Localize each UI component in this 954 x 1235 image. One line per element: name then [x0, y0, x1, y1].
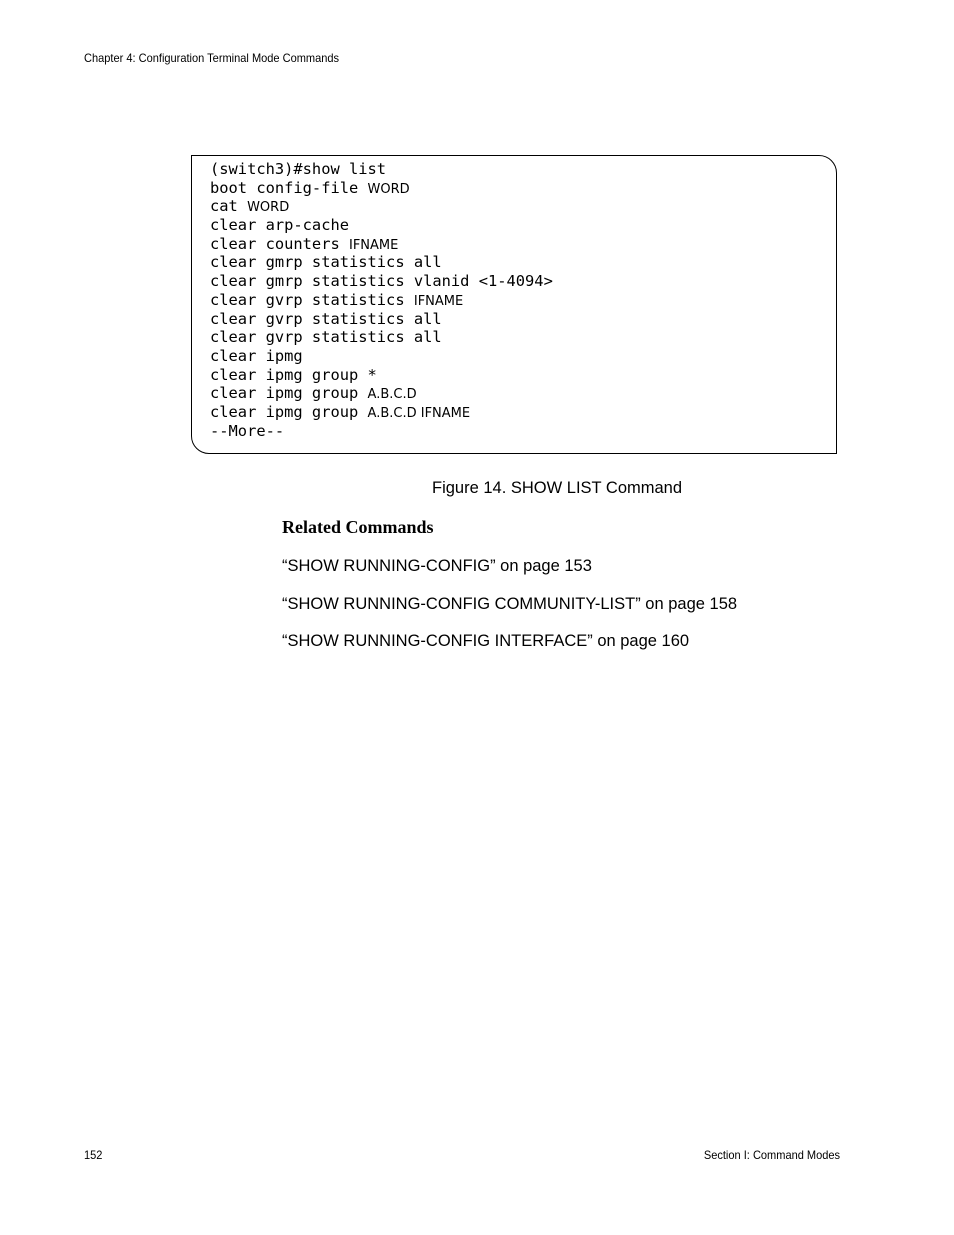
terminal-output-lines — [210, 160, 553, 440]
terminal-line — [210, 235, 553, 254]
terminal-line — [210, 328, 553, 347]
terminal-line — [210, 403, 553, 422]
terminal-command-text: clear ipmg group — [210, 402, 368, 421]
terminal-command-text: boot config-file — [210, 178, 368, 197]
terminal-line — [210, 422, 553, 441]
terminal-line — [210, 310, 553, 329]
terminal-argument-text: IFNAME — [349, 237, 399, 253]
terminal-command-text: clear gvrp statistics — [210, 290, 414, 309]
related-link-show-running-config[interactable]: “SHOW RUNNING-CONFIG” on page 153 — [282, 557, 592, 575]
terminal-line — [210, 272, 553, 291]
page-number: 152 — [84, 1148, 103, 1162]
terminal-command-text: --More-- — [210, 421, 285, 440]
terminal-command-text: cat — [210, 197, 248, 216]
terminal-line — [210, 366, 553, 385]
terminal-argument-text: A.B.C.D — [367, 387, 417, 403]
terminal-argument-text: A.B.C.D IFNAME — [367, 405, 471, 421]
terminal-line — [210, 253, 553, 272]
terminal-command-text: clear gvrp statistics all — [210, 328, 442, 347]
terminal-command-text: clear arp-cache — [210, 216, 349, 235]
terminal-argument-text: WORD — [367, 181, 410, 197]
terminal-line — [210, 197, 553, 216]
terminal-command-text: clear gmrp statistics vlanid <1-4094> — [210, 272, 553, 291]
terminal-command-text: clear counters — [210, 234, 349, 253]
terminal-command-text: clear ipmg group * — [210, 365, 377, 384]
terminal-line — [210, 347, 553, 366]
related-commands-heading: Related Commands — [282, 517, 434, 537]
figure-caption: Figure 14. SHOW LIST Command — [432, 479, 683, 497]
terminal-command-text: clear ipmg group — [210, 384, 368, 403]
running-header: Chapter 4: Configuration Terminal Mode Commands — [84, 51, 340, 65]
terminal-line — [210, 291, 553, 310]
terminal-argument-text: IFNAME — [413, 293, 464, 309]
terminal-command-text: clear ipmg — [210, 346, 303, 365]
terminal-line — [210, 160, 553, 179]
related-link-show-running-config-interface[interactable]: “SHOW RUNNING-CONFIG INTERFACE” on page 160 — [282, 632, 690, 650]
related-link-show-running-config-community-list[interactable]: “SHOW RUNNING-CONFIG COMMUNITY-LIST” on page 158 — [282, 595, 738, 613]
terminal-line — [210, 179, 553, 198]
terminal-output-box — [191, 155, 837, 454]
section-footer: Section I: Command Modes — [703, 1148, 840, 1162]
terminal-command-text: clear gvrp statistics all — [210, 309, 442, 328]
terminal-argument-text: WORD — [247, 200, 290, 216]
terminal-command-text: clear gmrp statistics all — [210, 253, 442, 272]
terminal-line — [210, 384, 553, 403]
terminal-command-text: (switch3)#show list — [210, 160, 387, 178]
terminal-line — [210, 216, 553, 235]
